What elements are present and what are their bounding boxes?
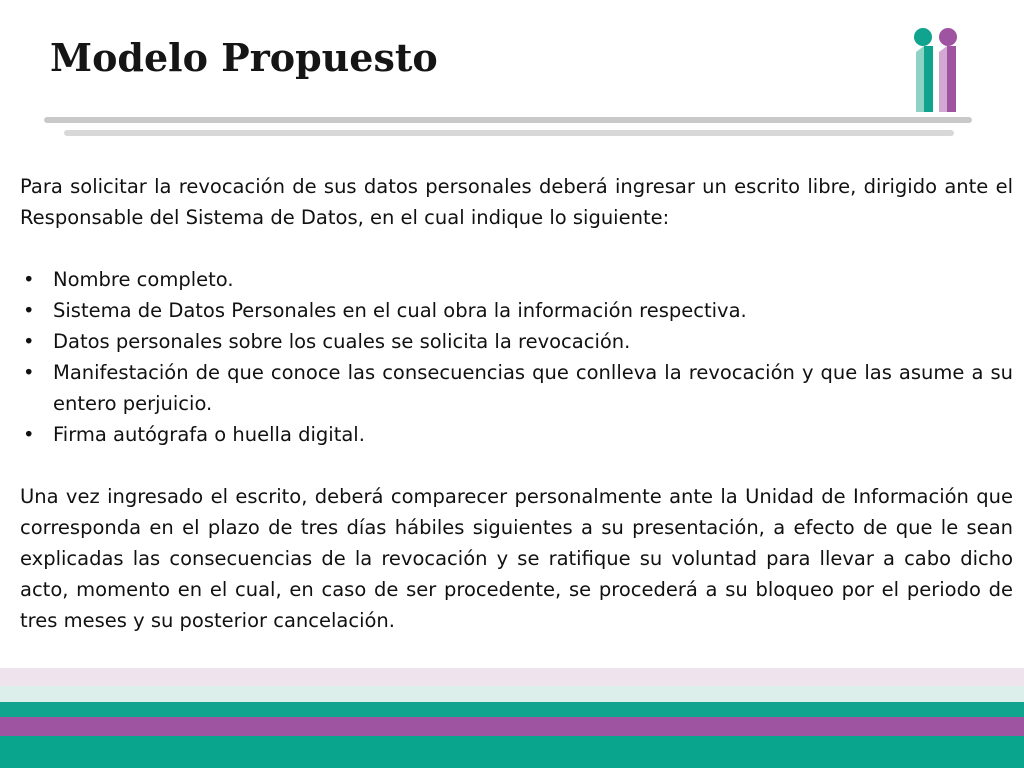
- requirements-list: [20, 264, 1013, 450]
- bullet-icon: •: [23, 299, 35, 322]
- intro-paragraph: Para solicitar la revocación de sus datos personales deberá ingresar un escrito libre, dirigido ante el Responsable del Sistema de Datos, en el cual indique lo siguiente:: [20, 175, 1013, 229]
- bullet-icon: •: [23, 330, 35, 353]
- slide-body: [20, 171, 1013, 636]
- footer-band-light-teal: [0, 686, 1024, 702]
- ii-figures-icon: [912, 26, 964, 114]
- purple-figure-head: [939, 28, 957, 46]
- title-divider-bottom: [64, 130, 954, 136]
- purple-figure-body: [947, 46, 956, 112]
- list-item: • Firma autógrafa o huella digital.: [20, 419, 1013, 450]
- footer-band-light-purple: [0, 668, 1024, 686]
- closing-paragraph: Una vez ingresado el escrito, deberá comparecer personalmente ante la Unidad de Información que corresponda en el plazo de tres días hábiles siguientes a su presentación, a efecto de que le sean explicadas las consecuencias de la revocación y se ratifique su voluntad para llevar a cabo dicho acto, momento en el cual, en caso de ser procedente, se procederá a su bloqueo por el periodo de tres meses y su posterior cancelación.: [20, 485, 1013, 632]
- slide-title: Modelo Propuesto: [50, 35, 438, 80]
- list-item: • Sistema de Datos Personales en el cual obra la información respectiva.: [20, 295, 1013, 326]
- teal-figure-head: [914, 28, 932, 46]
- teal-figure-body-shade: [916, 46, 924, 112]
- bullet-icon: •: [23, 423, 35, 446]
- footer-band-purple: [0, 717, 1024, 736]
- title-divider-top: [44, 117, 972, 123]
- list-item: • Datos personales sobre los cuales se solicita la revocación.: [20, 326, 1013, 357]
- spacer: [20, 233, 1013, 264]
- purple-figure-body-shade: [939, 46, 947, 112]
- footer-band-teal-bottom: [0, 736, 1024, 768]
- bullet-icon: •: [23, 361, 35, 384]
- list-item: • Manifestación de que conoce las consecuencias que conlleva la revocación y que las asume a su entero perjuicio.: [20, 357, 1013, 419]
- footer-band-teal: [0, 702, 1024, 717]
- list-item: • Nombre completo.: [20, 264, 1013, 295]
- bullet-icon: •: [23, 268, 35, 291]
- spacer: [20, 450, 1013, 481]
- teal-figure-body: [924, 46, 933, 112]
